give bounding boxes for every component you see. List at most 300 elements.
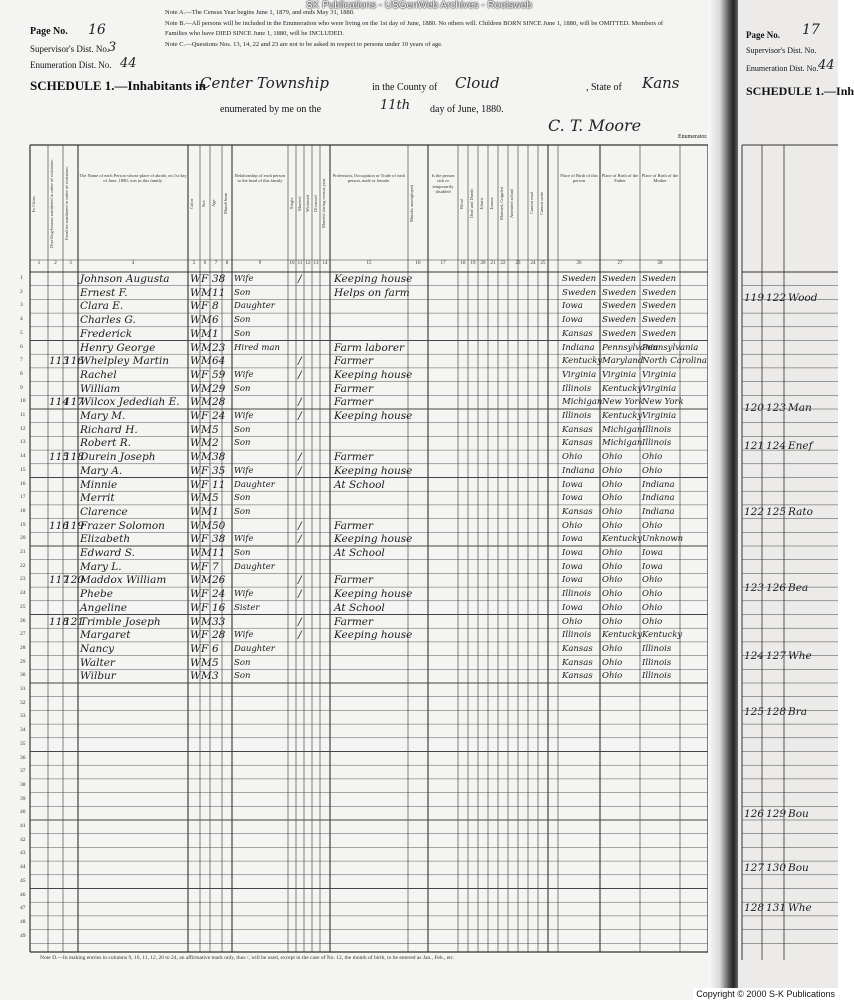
married-mark: / xyxy=(298,368,302,381)
column-number: 7 xyxy=(214,261,218,266)
right-family-number: 122 xyxy=(766,292,787,304)
mother-birthplace-cell: Ohio xyxy=(642,589,663,600)
column-header-23: Attended school xyxy=(509,188,514,219)
right-page-no: 17 xyxy=(802,22,820,38)
age-cell: 6 xyxy=(212,314,219,327)
mother-birthplace-cell: Ohio xyxy=(642,616,663,627)
color-cell: W xyxy=(190,560,201,573)
column-number: 13 xyxy=(313,261,319,266)
column-header-7: Age xyxy=(211,199,216,208)
relationship-cell: Son xyxy=(234,671,251,682)
right-person-name: Wood xyxy=(788,292,818,304)
state-value: Kans xyxy=(642,74,680,92)
color-cell: W xyxy=(190,341,201,354)
line-number: 31 xyxy=(20,686,26,692)
sex-cell: M xyxy=(201,547,212,559)
color-cell: W xyxy=(190,533,201,546)
color-cell: W xyxy=(190,286,201,299)
relationship-cell: Daughter xyxy=(234,643,275,654)
father-birthplace-cell: New York xyxy=(602,397,644,408)
line-number: 41 xyxy=(20,823,26,829)
relationship-cell: Son xyxy=(234,548,251,558)
line-number: 10 xyxy=(20,398,26,405)
person-name: Ernest F. xyxy=(80,286,128,299)
line-number: 27 xyxy=(20,631,26,638)
copyright-notice: Copyright © 2000 S-K Publications xyxy=(693,988,838,1000)
mother-birthplace-cell: Illinois xyxy=(642,657,672,668)
occupation-cell: Keeping house xyxy=(334,533,413,546)
age-cell: 38 xyxy=(212,533,226,546)
page-no-value: 16 xyxy=(88,22,106,38)
column-header-18: Blind xyxy=(459,198,464,209)
color-cell: W xyxy=(190,588,201,601)
sex-cell: F xyxy=(201,273,209,285)
line-number: 39 xyxy=(20,795,26,802)
married-mark: / xyxy=(298,574,302,587)
right-dwelling-number: 119 xyxy=(744,292,765,304)
note-c: Note C.—Questions Nos. 13, 14, 22 and 23 are not to be asked in respect to persons under 10 years of age. xyxy=(165,40,443,48)
sex-cell: M xyxy=(201,437,212,450)
line-number: 21 xyxy=(20,549,26,555)
married-mark: / xyxy=(298,533,302,546)
color-cell: W xyxy=(190,355,201,368)
occupation-cell: Keeping house xyxy=(334,464,413,477)
right-page-no-label: Page No. xyxy=(746,30,780,40)
column-header-1: In Cities. xyxy=(31,195,36,212)
occupation-cell: Keeping house xyxy=(334,368,413,381)
line-number: 3 xyxy=(20,302,23,309)
sex-cell: M xyxy=(201,341,212,354)
mother-birthplace-cell: Ohio xyxy=(642,575,663,586)
birthplace-cell: Michigan xyxy=(562,397,603,408)
sex-cell: M xyxy=(201,382,212,395)
mother-birthplace-cell: Ohio xyxy=(642,452,663,463)
father-birthplace-cell: Ohio xyxy=(602,671,623,682)
occupation-cell: Keeping house xyxy=(334,588,413,601)
age-cell: 3 xyxy=(212,670,219,683)
day-value: 11th xyxy=(380,98,411,113)
color-cell: W xyxy=(190,410,201,422)
right-dwelling-number: 124 xyxy=(744,650,765,662)
person-name: Whelpley Martin xyxy=(80,355,170,368)
color-cell: W xyxy=(190,396,201,409)
column-header-16: Months unemployed xyxy=(409,184,414,223)
sex-cell: M xyxy=(201,492,212,505)
person-name: Frederick xyxy=(80,327,133,340)
line-number: 14 xyxy=(20,453,26,460)
birthplace-cell: Illinois xyxy=(562,589,592,600)
right-dwelling-number: 120 xyxy=(744,402,765,414)
line-number: 9 xyxy=(20,384,23,391)
occupation-cell: Farmer xyxy=(334,382,374,395)
line-number: 35 xyxy=(20,740,26,747)
relationship-cell: Wife xyxy=(234,630,254,641)
person-name: Clara E. xyxy=(80,300,124,313)
relationship-cell: Daughter xyxy=(234,301,275,312)
color-cell: W xyxy=(190,423,201,436)
mother-birthplace-cell: Ohio xyxy=(642,602,663,613)
mother-birthplace-cell: Illinois xyxy=(642,424,672,435)
column-header-14: Married during census year xyxy=(321,178,326,229)
age-cell: 24 xyxy=(212,588,226,601)
family-number: 121 xyxy=(64,615,85,628)
birthplace-cell: Iowa xyxy=(562,548,583,558)
sex-cell: F xyxy=(201,464,209,477)
relationship-cell: Wife xyxy=(234,534,254,545)
color-cell: W xyxy=(190,547,201,559)
person-name: Merrit xyxy=(80,492,115,505)
father-birthplace-cell: Sweden xyxy=(602,315,637,326)
book-gutter xyxy=(708,0,738,1000)
line-number: 4 xyxy=(20,316,23,323)
column-number: 18 xyxy=(460,261,466,266)
mother-birthplace-cell: Sweden xyxy=(642,287,677,298)
column-header-10: Single xyxy=(289,197,294,210)
column-header-4: The Name of each Person whose place of abode, on 1st day of June, 1880, was in this family. xyxy=(79,172,187,183)
father-birthplace-cell: Pennsylvania xyxy=(602,342,659,353)
birthplace-cell: Iowa xyxy=(562,479,583,490)
age-cell: 11 xyxy=(212,286,226,299)
person-name: William xyxy=(80,382,121,395)
relationship-cell: Son xyxy=(234,657,251,668)
relationship-cell: Son xyxy=(234,506,251,517)
family-number: 118 xyxy=(64,451,85,464)
father-birthplace-cell: Ohio xyxy=(602,479,623,490)
occupation-cell: Farmer xyxy=(334,355,374,368)
dwelling-number: 113 xyxy=(49,355,70,368)
right-enumeration: 44 xyxy=(818,58,835,73)
relationship-cell: Son xyxy=(234,287,251,298)
person-name: Rachel xyxy=(80,368,117,381)
mother-birthplace-cell: Indiana xyxy=(642,479,675,490)
supervisor-label: Supervisor's Dist. No. xyxy=(30,44,110,54)
right-dwelling-number: 127 xyxy=(744,862,765,874)
mother-birthplace-cell: North Carolina xyxy=(642,356,707,367)
person-name: Walter xyxy=(80,656,115,669)
color-cell: W xyxy=(190,642,201,655)
mother-birthplace-cell: Unknown xyxy=(642,534,684,545)
sex-cell: F xyxy=(201,642,209,655)
line-number: 18 xyxy=(20,507,26,514)
right-family-number: 126 xyxy=(766,582,787,594)
birthplace-cell: Iowa xyxy=(562,534,583,545)
county-label: in the County of xyxy=(372,82,438,93)
line-number: 43 xyxy=(20,850,26,857)
line-number: 2 xyxy=(20,288,23,295)
line-number: 5 xyxy=(20,329,23,336)
line-number: 1 xyxy=(20,275,23,281)
column-header-8: Month born xyxy=(223,192,228,215)
person-name: Edward S. xyxy=(80,547,135,559)
dwelling-number: 115 xyxy=(49,451,70,464)
age-cell: 38 xyxy=(212,451,226,464)
column-number: 4 xyxy=(131,261,135,266)
occupation-cell: Helps on farm xyxy=(334,286,410,299)
person-name: Durein Joseph xyxy=(80,451,156,464)
family-number: 117 xyxy=(64,396,85,409)
person-name: Maddox William xyxy=(80,574,167,587)
age-cell: 1 xyxy=(212,505,219,518)
father-birthplace-cell: Ohio xyxy=(602,561,623,572)
line-number: 7 xyxy=(20,357,23,364)
column-header-17: Is the person sick or temporarily disabled xyxy=(431,172,455,194)
age-cell: 7 xyxy=(212,560,219,573)
sex-cell: F xyxy=(201,588,209,601)
birthplace-cell: Kansas xyxy=(562,328,593,339)
column-number: 2 xyxy=(54,261,57,266)
right-page-grid xyxy=(738,0,838,1000)
line-number: 34 xyxy=(20,727,26,734)
sex-cell: F xyxy=(201,410,209,422)
mother-birthplace-cell: New York xyxy=(642,397,684,408)
father-birthplace-cell: Ohio xyxy=(602,465,623,476)
family-number: 119 xyxy=(64,519,85,532)
color-cell: W xyxy=(190,273,201,285)
birthplace-cell: Iowa xyxy=(562,315,583,326)
relationship-cell: Son xyxy=(234,383,251,394)
mother-birthplace-cell: Illinois xyxy=(642,671,672,682)
person-name: Nancy xyxy=(80,642,115,655)
right-dwelling-number: 123 xyxy=(744,582,765,594)
mother-birthplace-cell: Kentucky xyxy=(642,630,683,641)
line-number: 44 xyxy=(20,864,26,871)
line-number: 12 xyxy=(20,425,26,432)
color-cell: W xyxy=(190,464,201,477)
right-family-number: 130 xyxy=(766,862,787,874)
color-cell: W xyxy=(190,656,201,669)
married-mark: / xyxy=(298,396,302,409)
column-header-2: Dwelling-houses numbered in order of visitation. xyxy=(49,159,54,248)
mother-birthplace-cell: Pennsylvania xyxy=(642,342,699,353)
column-number: 10 xyxy=(289,261,295,266)
column-header-9: Relationship of each person to the head of this family xyxy=(234,172,286,183)
line-number: 48 xyxy=(20,918,26,925)
right-dwelling-number: 122 xyxy=(744,506,765,518)
birthplace-cell: Iowa xyxy=(562,561,583,572)
father-birthplace-cell: Kentucky xyxy=(602,534,643,545)
sex-cell: F xyxy=(201,629,209,642)
mother-birthplace-cell: Illinois xyxy=(642,643,672,654)
mother-birthplace-cell: Sweden xyxy=(642,315,677,326)
sex-cell: M xyxy=(201,314,212,327)
occupation-cell: Farmer xyxy=(334,451,374,464)
birthplace-cell: Kansas xyxy=(562,506,593,517)
sex-cell: M xyxy=(201,670,212,683)
line-number: 29 xyxy=(20,658,26,665)
married-mark: / xyxy=(298,615,302,628)
person-name: Mary L. xyxy=(80,560,122,573)
column-header-12: Widowed xyxy=(305,194,310,213)
county-value: Cloud xyxy=(455,74,500,92)
mother-birthplace-cell: Ohio xyxy=(642,520,663,531)
birthplace-cell: Kansas xyxy=(562,657,593,668)
column-number: 16 xyxy=(415,261,421,266)
column-number: 12 xyxy=(305,261,311,266)
age-cell: 5 xyxy=(212,423,219,436)
family-number: 116 xyxy=(64,355,85,368)
dwelling-number: 117 xyxy=(49,574,70,587)
color-cell: W xyxy=(190,314,201,327)
line-number: 47 xyxy=(20,905,26,912)
right-person-name: Man xyxy=(788,402,812,414)
relationship-cell: Daughter xyxy=(234,561,275,572)
age-cell: 1 xyxy=(212,327,219,340)
occupation-cell: At School xyxy=(334,547,385,559)
birthplace-cell: Illinois xyxy=(562,411,592,421)
column-header-15: Profession, Occupation or Trade of each person, male or female. xyxy=(332,172,406,183)
father-birthplace-cell: Maryland xyxy=(602,356,644,367)
sex-cell: M xyxy=(201,574,212,587)
right-dwelling-number: 128 xyxy=(744,902,765,914)
column-header-20: Idiotic xyxy=(479,197,484,210)
column-number: 24 xyxy=(530,261,536,266)
sex-cell: F xyxy=(201,368,209,381)
father-birthplace-cell: Sweden xyxy=(602,287,637,298)
column-number: 15 xyxy=(366,261,372,266)
birthplace-cell: Ohio xyxy=(562,452,583,463)
age-cell: 64 xyxy=(212,355,226,368)
age-cell: 11 xyxy=(212,547,226,559)
sex-cell: M xyxy=(201,519,212,532)
column-number: 22 xyxy=(500,261,506,266)
sex-cell: M xyxy=(201,451,212,464)
archive-header-bar: SK Publications - USGenWeb Archives - Rootsweb xyxy=(305,0,533,11)
age-cell: 5 xyxy=(212,492,219,505)
right-person-name: Bea xyxy=(788,582,809,594)
age-cell: 28 xyxy=(212,396,226,409)
column-number: 20 xyxy=(480,261,486,266)
column-number: 26 xyxy=(576,261,582,266)
birthplace-cell: Indiana xyxy=(562,342,595,353)
day-label: day of June, 1880. xyxy=(430,104,504,115)
birthplace-cell: Illinois xyxy=(562,383,592,394)
line-number: 38 xyxy=(20,781,26,788)
line-number: 19 xyxy=(20,521,26,528)
mother-birthplace-cell: Sweden xyxy=(642,328,677,339)
father-birthplace-cell: Sweden xyxy=(602,328,637,339)
mother-birthplace-cell: Ohio xyxy=(642,465,663,476)
color-cell: W xyxy=(190,382,201,395)
column-header-13: Divorced xyxy=(313,195,318,212)
father-birthplace-cell: Sweden xyxy=(602,301,637,312)
relationship-cell: Wife xyxy=(234,465,254,476)
enumeration-label: Enumeration Dist. No. xyxy=(30,60,112,70)
column-number: 1 xyxy=(37,261,41,266)
occupation-cell: Farmer xyxy=(334,396,374,409)
person-name: Robert R. xyxy=(80,437,131,450)
line-number: 15 xyxy=(20,466,26,473)
relationship-cell: Son xyxy=(234,424,251,435)
right-person-name: Enef xyxy=(788,440,813,452)
person-name: Richard H. xyxy=(80,423,138,436)
line-number: 45 xyxy=(20,877,26,884)
occupation-cell: Keeping house xyxy=(334,629,413,642)
birthplace-cell: Ohio xyxy=(562,520,583,531)
color-cell: W xyxy=(190,615,201,628)
column-number: 5 xyxy=(192,261,196,266)
line-number: 46 xyxy=(20,891,26,898)
relationship-cell: Son xyxy=(234,493,251,504)
line-number: 11 xyxy=(20,412,26,418)
age-cell: 2 xyxy=(212,437,219,450)
right-person-name: Bra xyxy=(788,706,807,718)
color-cell: W xyxy=(190,368,201,381)
married-mark: / xyxy=(298,464,302,477)
column-number: 14 xyxy=(322,261,328,266)
father-birthplace-cell: Ohio xyxy=(602,589,623,600)
color-cell: W xyxy=(190,505,201,518)
relationship-cell: Wife xyxy=(234,589,254,600)
birthplace-cell: Kansas xyxy=(562,424,593,435)
father-birthplace-cell: Kentucky xyxy=(602,411,643,421)
sex-cell: M xyxy=(201,656,212,669)
relationship-cell: Wife xyxy=(234,274,254,284)
birthplace-cell: Indiana xyxy=(562,465,595,476)
birthplace-cell: Virginia xyxy=(562,369,597,380)
sex-cell: M xyxy=(201,396,212,409)
right-dwelling-number: 126 xyxy=(744,808,765,820)
right-family-number: 127 xyxy=(766,650,787,662)
column-header-24: Cannot read xyxy=(529,192,534,215)
age-cell: 50 xyxy=(212,519,226,532)
sex-cell: F xyxy=(201,601,209,614)
color-cell: W xyxy=(190,629,201,642)
occupation-cell: Keeping house xyxy=(334,410,413,422)
occupation-cell: Farmer xyxy=(334,574,374,587)
sex-cell: M xyxy=(201,286,212,299)
age-cell: 26 xyxy=(212,574,226,587)
relationship-cell: Daughter xyxy=(234,479,275,490)
column-header-3: Families numbered in order of visitation. xyxy=(64,166,69,241)
right-person-name: Bou xyxy=(788,808,809,820)
line-number: 17 xyxy=(20,494,26,501)
right-family-number: 123 xyxy=(766,402,787,414)
father-birthplace-cell: Ohio xyxy=(602,452,623,463)
person-name: Mary A. xyxy=(80,464,123,477)
color-cell: W xyxy=(190,670,201,683)
mother-birthplace-cell: Virginia xyxy=(642,369,677,380)
mother-birthplace-cell: Indiana xyxy=(642,506,675,517)
person-name: Angeline xyxy=(80,601,127,614)
age-cell: 23 xyxy=(212,341,226,354)
column-number: 9 xyxy=(258,261,262,266)
father-birthplace-cell: Michigan xyxy=(602,438,643,449)
mother-birthplace-cell: Virginia xyxy=(642,383,677,394)
right-family-number: 125 xyxy=(766,506,787,518)
schedule-title: SCHEDULE 1.—Inhabitants in xyxy=(30,78,206,93)
color-cell: W xyxy=(190,574,201,587)
occupation-cell: Farmer xyxy=(334,615,374,628)
age-cell: 24 xyxy=(212,410,226,422)
age-cell: 59 xyxy=(212,368,226,381)
line-number: 20 xyxy=(20,535,26,542)
person-name: Frazer Solomon xyxy=(80,519,165,532)
age-cell: 29 xyxy=(212,382,226,395)
relationship-cell: Son xyxy=(234,438,251,449)
relationship-cell: Son xyxy=(234,328,251,339)
enumerated-label: enumerated by me on the xyxy=(220,104,322,115)
birthplace-cell: Kentucky xyxy=(562,356,603,367)
person-name: Elizabeth xyxy=(80,533,131,546)
page-no-label: Page No. xyxy=(30,26,68,37)
line-number: 23 xyxy=(20,576,26,583)
line-number: 25 xyxy=(20,603,26,610)
occupation-cell: At School xyxy=(334,478,385,491)
mother-birthplace-cell: Iowa xyxy=(642,548,663,558)
father-birthplace-cell: Ohio xyxy=(602,657,623,668)
father-birthplace-cell: Kentucky xyxy=(602,630,643,641)
column-header-19: Deaf and Dumb xyxy=(469,189,474,218)
